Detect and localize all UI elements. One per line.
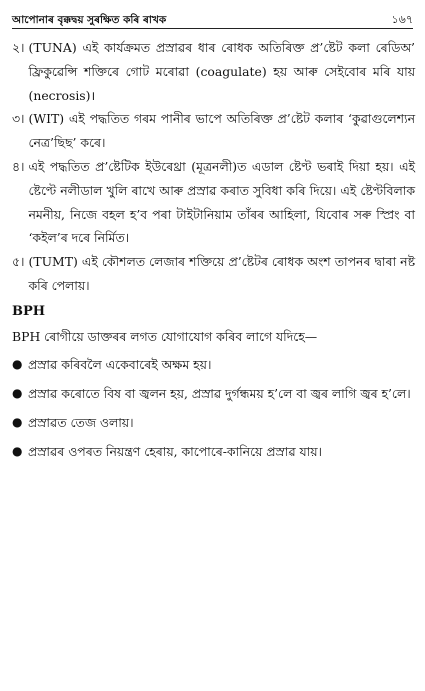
section-intro: BPH ৰোগীয়ে ডাক্তৰৰ লগত যোগাযোগ কৰিব লাগে যদিহে— (12, 328, 318, 344)
bullet-dot-icon: ● (12, 443, 23, 458)
item-number: ২। (12, 40, 25, 55)
page-header (12, 8, 413, 29)
list-item (12, 36, 415, 107)
list-item (12, 250, 415, 298)
page-body (12, 36, 415, 464)
list-item (12, 155, 415, 250)
item-text: (TUMT) এই কৌশলত লেজাৰ শক্তিয়ে প্ৰ’ষ্টেটৰ ৰোধক অংশ তাপনৰ দ্বাৰা নষ্ট কৰি পেলায়। (28, 254, 415, 293)
page-number: ১৬৭ (391, 13, 413, 26)
item-number: ৫। (12, 254, 25, 270)
bullet-text: প্ৰস্ৰাৱত তেজ ওলায়। (28, 414, 134, 430)
item-text: (WIT) এই পদ্ধতিত গৰম পানীৰ ভাপে অতিৰিক্ত প্ৰ’ষ্টেট কলাৰ ‘কুৱাগুলেশ্যন নেত্ৰ’ছিছ’ কৰে। (28, 111, 415, 151)
bullet-dot-icon: ● (12, 386, 23, 401)
bullet-text: প্ৰস্ৰাৱৰ ওপৰত নিয়ন্ত্ৰণ হেৰায়, কাপোৰে-কানিয়ে প্ৰস্ৰাৱ যায়। (28, 443, 322, 459)
bullet-item (12, 440, 415, 464)
bullet-text: প্ৰস্ৰাৱ কৰোতে বিষ বা জ্বলন হয়, প্ৰস্ৰাৱ দুৰ্গন্ধময় হ’লে বা জ্বৰ লাগি জ্বৰ হ’লে। (28, 386, 411, 402)
bullet-list (12, 353, 415, 463)
bullet-text: প্ৰস্ৰাৱ কৰিবলৈ একেবাৰেই অক্ষম হয়। (28, 357, 212, 373)
bullet-item (12, 353, 415, 377)
item-text: (TUNA) এই কাৰ্যক্ৰমত প্ৰস্ৰাৱৰ ধাৰ ৰোধক অতিৰিক্ত প্ৰ’ষ্টেট কলা ৰেডিঅ’ ফ্ৰিকুৱেন্সি শক্তিৰে গোট মৰোৱা (coagulate) হয় আৰু সেইবোৰ মৰি যায় (necrosis)। (28, 40, 415, 103)
running-title: আপোনাৰ বৃক্কদ্বয় সুৰক্ষিত কৰি ৰাখক (12, 14, 167, 26)
bullet-item (12, 382, 415, 406)
bullet-dot-icon: ● (12, 414, 23, 429)
item-number: ৩। (12, 111, 25, 127)
section-heading: BPH (12, 303, 46, 319)
bullet-dot-icon: ● (12, 357, 23, 372)
item-number: ৪। (12, 158, 25, 174)
bullet-item (12, 411, 415, 435)
list-item (12, 107, 415, 155)
item-text: এই পদ্ধতিত প্ৰ’ষ্টেটিক ইউৰেথ্ৰা (মূত্ৰনলী)ত এডাল ষ্টেণ্ট ভৰাই দিয়া হয়। এই ষ্টেণ্টে নলীডাল খুলি ৰাখে আৰু প্ৰস্ৰাৱ কৰাত সুবিধা কৰি দিয়ে। এই ষ্টেণ্টবিলাক নমনীয়, নিজে বহল হ’ব পৰা টাইটানিয়াম তাঁৰৰ আহিলা, যিবোৰ সৰু স্প্ৰিং বা ‘কইল’ৰ দৰে নিৰ্মিত। (28, 158, 415, 246)
